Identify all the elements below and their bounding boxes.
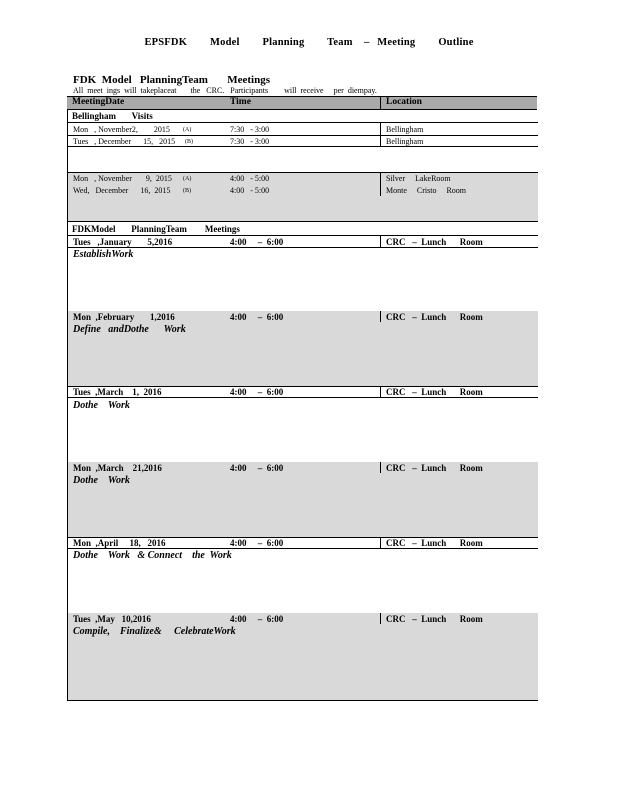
row-time: 7:30 - 3:00 xyxy=(230,137,270,146)
meeting-date: Mon ,March 21,2016 xyxy=(73,463,162,473)
meeting-time: 4:00 – 6:00 xyxy=(230,237,284,247)
meeting-time: 4:00 – 6:00 xyxy=(230,538,284,548)
row-date: Mon , November2, 2015 xyxy=(73,125,170,134)
meeting-description: Dothe Work xyxy=(73,475,130,486)
meeting-date: Tues ,March 1, 2016 xyxy=(73,387,162,397)
row-location: Silver LakeRoom xyxy=(386,174,451,183)
row-rule xyxy=(67,397,538,398)
table-header xyxy=(67,96,537,110)
location-divider xyxy=(380,613,381,624)
row-rule xyxy=(67,235,538,236)
location-divider xyxy=(380,172,381,196)
header-divider xyxy=(380,97,381,109)
location-divider xyxy=(380,122,381,146)
meeting-location: CRC – Lunch Room xyxy=(386,614,483,624)
document-title: EPSFDK Model Planning Team – Meeting Outline xyxy=(144,37,474,48)
row-rule xyxy=(67,172,538,173)
meeting-date: Mon ,February 1,2016 xyxy=(73,312,175,322)
participants-note: All meet ings will takeplaceat the CRC. Participants will receive per diempay. xyxy=(73,86,377,95)
meeting-time: 4:00 – 6:00 xyxy=(230,463,284,473)
section-heading-planning-team: FDKModel PlanningTeam Meetings xyxy=(72,224,240,234)
grey-block-meeting xyxy=(68,311,538,386)
row-tag: (A) xyxy=(183,176,192,182)
row-location: Monte Cristo Room xyxy=(386,186,467,195)
meeting-location: CRC – Lunch Room xyxy=(386,538,483,548)
row-tag: (B) xyxy=(185,139,193,145)
meeting-location: CRC – Lunch Room xyxy=(386,237,483,247)
meeting-description: Compile, Finalize& CelebrateWork xyxy=(73,626,236,637)
row-location: Bellingham xyxy=(386,125,424,134)
row-rule xyxy=(67,247,538,248)
meeting-time: 4:00 – 6:00 xyxy=(230,312,284,322)
row-rule xyxy=(67,221,538,222)
location-divider xyxy=(380,311,381,322)
meeting-description: Define andDothe Work xyxy=(73,324,186,335)
meeting-time: 4:00 – 6:00 xyxy=(230,387,284,397)
row-rule xyxy=(67,548,538,549)
meeting-location: CRC – Lunch Room xyxy=(386,312,483,322)
meeting-description: EstablishWork xyxy=(73,249,134,260)
row-date: Wed, December 16, 2015 xyxy=(73,186,171,195)
header-time: Time xyxy=(230,97,251,107)
section-heading-meetings: FDK Model PlanningTeam Meetings xyxy=(73,74,270,86)
grey-block-meeting xyxy=(68,462,538,537)
meeting-time: 4:00 – 6:00 xyxy=(230,614,284,624)
meeting-date: Tues ,January 5,2016 xyxy=(73,237,173,247)
row-date: Tues , December 15, 2015 xyxy=(73,137,176,146)
row-tag: (A) xyxy=(183,127,192,133)
row-location: Bellingham xyxy=(386,137,424,146)
row-tag: (B) xyxy=(183,188,191,194)
bellingham-heading: Bellingham Visits xyxy=(72,111,153,121)
header-location: Location xyxy=(386,97,422,107)
row-rule xyxy=(67,122,538,123)
location-divider xyxy=(380,236,381,247)
meeting-date: Tues ,May 10,2016 xyxy=(73,614,151,624)
row-time: 4:00 - 5:00 xyxy=(230,174,270,183)
row-date: Mon , November 9, 2015 xyxy=(73,174,172,183)
meeting-description: Dothe Work & Connect the Work xyxy=(73,550,232,561)
header-meeting-date: MeetingDate xyxy=(72,97,125,107)
row-rule xyxy=(67,135,538,136)
row-time: 7:30 - 3:00 xyxy=(230,125,270,134)
meeting-description: Dothe Work xyxy=(73,400,130,411)
location-divider xyxy=(380,462,381,473)
meeting-location: CRC – Lunch Room xyxy=(386,463,483,473)
row-rule xyxy=(67,146,538,147)
meeting-location: CRC – Lunch Room xyxy=(386,387,483,397)
table-bottom-border xyxy=(67,700,538,701)
location-divider xyxy=(380,386,381,397)
location-divider xyxy=(380,537,381,548)
row-time: 4:00 - 5:00 xyxy=(230,186,270,195)
meeting-date: Mon ,April 18, 2016 xyxy=(73,538,166,548)
